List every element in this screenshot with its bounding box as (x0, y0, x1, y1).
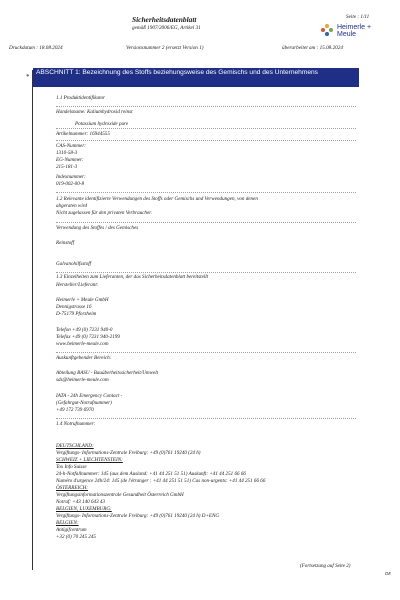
emergency-germany-line: Vergiftungs- Informations-Zentrale Freiburg: +49 (0)761 19240 (24 h) (56, 450, 201, 456)
emergency-belgium-lux-line: Vergiftungs- Informations-Zentrale Freiburg: +49 (0)761 19240 (24 h) D+ENG (56, 513, 220, 519)
company-name: Heimerle + Meule GmbH (56, 297, 109, 303)
info-department: Abteilung BASU - Bauüberheitssicherheit/Umwelt (56, 370, 159, 376)
company-city: D-75179 Pforzheim (56, 311, 97, 317)
index-label: Indexnummer: (56, 174, 86, 180)
info-email[interactable]: sds@heimerle-meule.com (56, 377, 109, 383)
iata-contact: IATA - 24h Emergency Contact - (56, 393, 123, 399)
divider (56, 352, 356, 353)
emergency-switzerland-line-1: Tox Info Suisse (56, 464, 87, 470)
divider (56, 222, 356, 223)
company-street: Dennigstrasse 16 (56, 304, 92, 310)
emergency-belgium-line-2: +32 (0) 70 245 245 (56, 534, 96, 540)
version-number: Versionsnummer 2 (ersetzt Version 1) (126, 45, 204, 51)
emergency-belgium-line-1: Antigifcentrum (56, 527, 87, 533)
country-code: DE (385, 571, 391, 576)
product-identifier-label: 1.1 Produktidentifikator (56, 95, 106, 101)
emergency-switzerland-line-2: 24-h-Notfallnummer: 145 (aus dem Ausland: +41 44 251 51 51) Auskunft: +41 44 251 66 66 (56, 471, 246, 477)
emergency-switzerland-line-3: Numéro d'urgence 24h/24: 145 (de l'étranger : +41 44 251 51 51) Cas non-urgents: +41 44 251 66 66 (56, 478, 266, 484)
ec-label: EG-Nummer: (56, 157, 84, 163)
emergency-belgium-lux: BELGIEN, LUXEMBURG: (56, 506, 112, 512)
revision-date: überarbeitet am : 15.08.2024 (282, 45, 343, 51)
section-bullet-icon: * (26, 73, 30, 81)
emergency-label: 1.4 Notrufnummer: (56, 421, 96, 427)
divider (56, 192, 356, 193)
ec-number: 215-181-3 (56, 164, 78, 170)
trade-name: Handelsname: Kaliumhydroxid reinst (56, 109, 133, 115)
company-logo (320, 22, 390, 40)
supplier-label: Hersteller/Lieferant: (56, 282, 99, 288)
logo-text: Heimerle + Meule (337, 24, 372, 38)
iata-subtitle: (Gefahrgut-Notrufnummer) (56, 400, 112, 406)
supplier-heading: 1.3 Einzelheiten zum Lieferanten, der das Sicherheitsdatenblatt bereitstellt (56, 274, 209, 280)
index-number: 019-002-00-8 (56, 181, 85, 187)
divider (56, 128, 356, 129)
section-header (33, 68, 359, 87)
emergency-germany: DEUTSCHLAND: (56, 443, 94, 449)
company-fax: Telefax +49 (0) 7231 940-2199 (56, 334, 120, 340)
use-value-2: Galvanohilfsstoff (56, 261, 92, 267)
emergency-austria-line-1: Vergiftungsinformationszentrale Gesundheit Österreich GmbH (56, 492, 184, 498)
regulation-reference: gemäß 1907/2006/EG, Artikel 31 (132, 25, 201, 31)
emergency-austria: ÖSTERREICH: (56, 485, 88, 491)
article-number: Artikelnummer: 16944555 (56, 131, 110, 137)
divider (56, 418, 356, 419)
use-label: Verwendung des Stoffes / des Gemisches (56, 225, 139, 231)
page-label: Seite : 1/11 (346, 14, 370, 20)
uses-heading-line-1: 1.2 Relevante identifizierte Verwendungen des Stoffs oder Gemischs und Verwendungen, von denen (56, 196, 258, 202)
uses-note: Nicht zugelassen für den privaten Verbraucher. (56, 210, 152, 216)
divider (56, 140, 356, 141)
company-website[interactable]: www.heimerle-meule.com (56, 341, 109, 347)
emergency-austria-line-2: Notruf: +43 140 643 43 (56, 499, 105, 505)
print-date: Druckdatum : 18.08.2024 (9, 45, 63, 51)
company-phone: Telefon +49 (0) 7231 940-0 (56, 327, 113, 333)
document-title: Sicherheitsdatenblatt (132, 15, 197, 24)
logo-mark-icon (320, 24, 335, 37)
divider (56, 272, 356, 273)
divider (56, 106, 356, 107)
emergency-switzerland: SCHWEIZ + LIECHTENSTEIN: (56, 457, 123, 463)
iata-phone: +49 172 739 6970 (56, 407, 94, 413)
section-title: ABSCHNITT 1: Bezeichnung des Stoffs beziehungsweise des Gemischs und des Unternehmens (36, 69, 318, 76)
substance-name: Potassium hydroxide pure (75, 121, 129, 127)
use-value-1: Reinstoff (56, 240, 75, 246)
info-label: Auskunftgebender Bereich: (56, 355, 112, 361)
emergency-belgium: BELGIEN: (56, 520, 79, 526)
cas-number: 1310-58-3 (56, 150, 78, 156)
continuation-note: (Fortsetzung auf Seite 2) (300, 563, 351, 569)
cas-label: CAS-Nummer: (56, 143, 86, 149)
uses-heading-line-2: abgeraten wird (56, 203, 88, 209)
